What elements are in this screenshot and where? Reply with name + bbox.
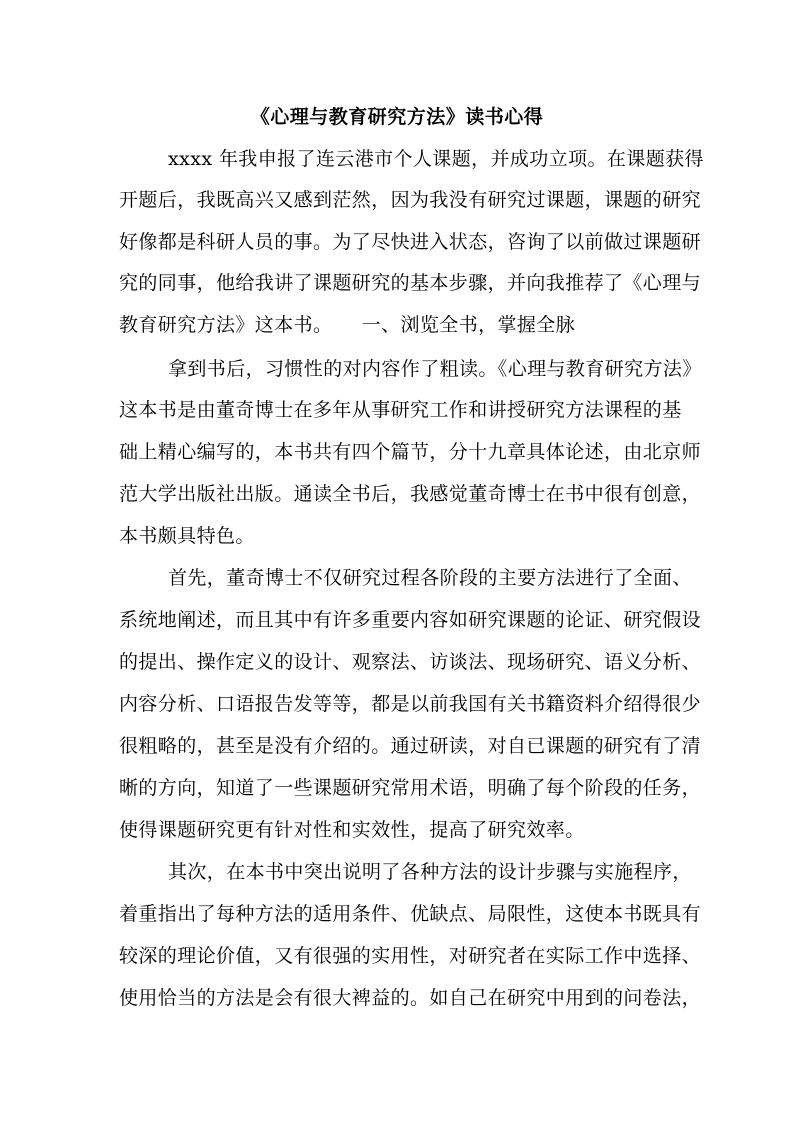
document-title: 《心理与教育研究方法》读书心得 bbox=[250, 106, 544, 128]
paragraph-3-line-2: 系统地阐述，而且其中有许多重要内容如研究课题的论证、研究假设 bbox=[119, 609, 702, 631]
paragraph-1-line-3: 好像都是科研人员的事。为了尽快进入状态，咨询了以前做过课题研 bbox=[119, 231, 702, 253]
paragraph-2-line-2: 这本书是由董奇博士在多年从事研究工作和讲授研究方法课程的基 bbox=[119, 399, 682, 421]
paragraph-3-line-7: 使得课题研究更有针对性和实效性，提高了研究效率。 bbox=[119, 819, 585, 841]
paragraph-2-line-3: 础上精心编写的，本书共有四个篇节，分十九章具体论述，由北京师 bbox=[119, 441, 702, 463]
paragraph-2-line-5: 本书颇具特色。 bbox=[119, 525, 255, 547]
paragraph-3-line-6: 晰的方向，知道了一些课题研究常用术语，明确了每个阶段的任务， bbox=[119, 777, 702, 799]
paragraph-1-line-2: 开题后，我既高兴又感到茫然，因为我没有研究过课题，课题的研究 bbox=[119, 189, 702, 211]
paragraph-3-line-4: 内容分析、口语报告发等等，都是以前我国有关书籍资料介绍得很少 bbox=[119, 693, 702, 715]
paragraph-3-line-1: 首先，董奇博士不仅研究过程各阶段的主要方法进行了全面、 bbox=[168, 567, 692, 589]
paragraph-4-line-4: 使用恰当的方法是会有很大裨益的。如自己在研究中用到的问卷法， bbox=[119, 987, 702, 1009]
paragraph-1-line-4: 究的同事，他给我讲了课题研究的基本步骤，并向我推荐了《心理与 bbox=[119, 272, 702, 294]
paragraph-2-line-1: 拿到书后，习惯性的对内容作了粗读。《心理与教育研究方法》 bbox=[168, 358, 702, 380]
paragraph-3-line-3: 的提出、操作定义的设计、观察法、访谈法、现场研究、语义分析、 bbox=[119, 651, 702, 673]
paragraph-2-line-4: 范大学出版社出版。通读全书后，我感觉董奇博士在书中很有创意， bbox=[119, 483, 702, 505]
paragraph-4-line-1: 其次，在本书中突出说明了各种方法的设计步骤与实施程序， bbox=[168, 861, 692, 883]
paragraph-1-line-1: xxxx 年我申报了连云港市个人课题，并成功立项。在课题获得 bbox=[168, 148, 704, 170]
paragraph-3-line-5: 很粗略的，甚至是没有介绍的。通过研读，对自已课题的研究有了清 bbox=[119, 735, 702, 757]
paragraph-4-line-2: 着重指出了每种方法的适用条件、优缺点、局限性，这使本书既具有 bbox=[119, 903, 702, 925]
paragraph-4-line-3: 较深的理论价值，又有很强的实用性，对研究者在实际工作中选择、 bbox=[119, 945, 702, 967]
paragraph-1-line-5: 教育研究方法》这本书。 一、浏览全书，掌握全脉 bbox=[119, 314, 576, 336]
